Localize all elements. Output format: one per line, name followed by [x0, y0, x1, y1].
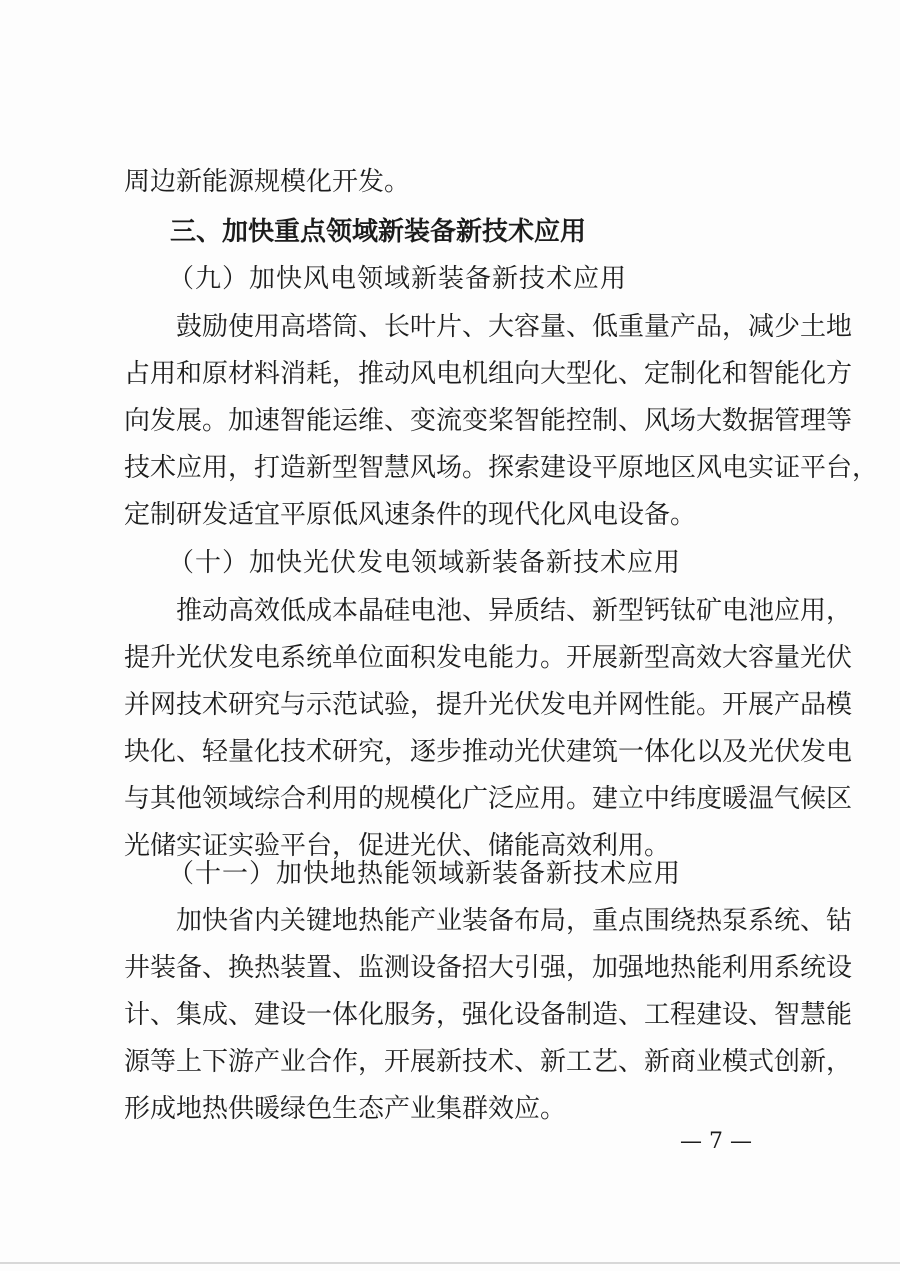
paragraph-line: 占用和原材料消耗，推动风电机组向大型化、定制化和智能化方 [124, 359, 853, 389]
page-number: — 7 — [680, 1129, 752, 1154]
paragraph-line: 源等上下游产业合作，开展新技术、新工艺、新商业模式创新， [124, 1047, 853, 1077]
paragraph-line: 并网技术研究与示范试验，提升光伏发电并网性能。开展产品模 [124, 690, 853, 720]
paragraph-line: 井装备、换热装置、监测设备招大引强，加强地热能利用系统设 [124, 953, 853, 983]
paragraph-line: 向发展。加速智能运维、变流变桨智能控制、风场大数据管理等 [124, 406, 853, 436]
paragraph-line: 光储实证实验平台，促进光伏、储能高效利用。 [124, 831, 671, 861]
paragraph-line: 周边新能源规模化开发。 [124, 167, 411, 197]
paragraph-line: 提升光伏发电系统单位面积发电能力。开展新型高效大容量光伏 [124, 643, 853, 673]
paragraph-line: 推动高效低成本晶硅电池、异质结、新型钙钛矿电池应用， [176, 596, 853, 626]
page-bottom-edge [0, 1262, 900, 1264]
paragraph-line: 形成地热供暖绿色生态产业集群效应。 [124, 1094, 567, 1124]
paragraph-line: 加快省内关键地热能产业装备布局，重点围绕热泵系统、钻 [176, 906, 853, 936]
subsection-heading: （九）加快风电领域新装备新技术应用 [168, 264, 628, 294]
paragraph-line: 定制研发适宜平原低风速条件的现代化风电设备。 [124, 500, 697, 530]
paragraph-line: 计、集成、建设一体化服务，强化设备制造、工程建设、智慧能 [124, 1000, 853, 1030]
paragraph-line: 技术应用，打造新型智慧风场。探索建设平原地区风电实证平台， [124, 453, 879, 483]
paragraph-line: 与其他领域综合利用的规模化广泛应用。建立中纬度暖温气候区 [124, 784, 853, 814]
paragraph-line: 鼓励使用高塔筒、长叶片、大容量、低重量产品，减少土地 [176, 312, 853, 342]
subsection-heading: （十一）加快地热能领域新装备新技术应用 [168, 859, 682, 889]
section-heading: 三、加快重点领域新装备新技术应用 [170, 217, 587, 247]
subsection-heading: （十）加快光伏发电领域新装备新技术应用 [168, 548, 682, 578]
paragraph-line: 块化、轻量化技术研究，逐步推动光伏建筑一体化以及光伏发电 [124, 737, 853, 767]
